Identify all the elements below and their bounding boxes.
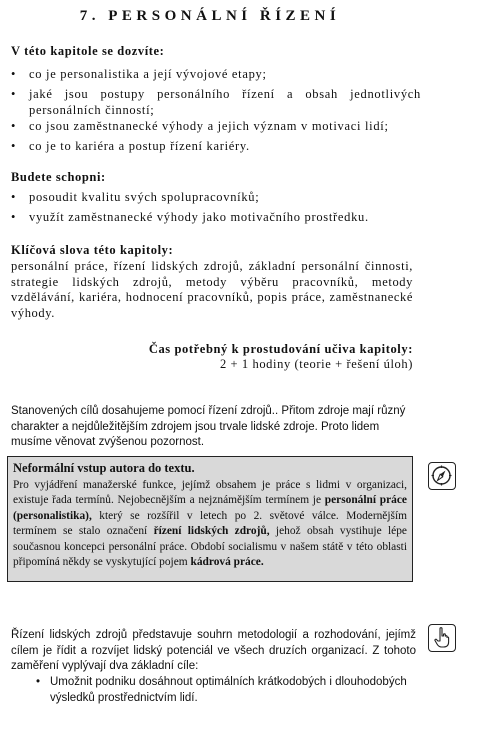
hrm-paragraph: Řízení lidských zdrojů představuje souhrn metodologií a rozhodování, jejímž cílem je řídit a rozvíjet lidský potenciál ve všech druzích organizací. Z tohoto zaměření vyplývají dva základní cíle: [11, 629, 416, 673]
author-note-box [7, 456, 413, 582]
learn-item: • co je to kariéra a postup řízení kariéry. [11, 139, 250, 153]
pointing-hand-icon [428, 624, 456, 652]
keywords-text: personální práce, řízení lidských zdrojů, základní personální činnosti, strategie lidských zdrojů, metody výběru pracovníků, metody vzdělávání, kariéra, hodnocení pracovníků, popis práce, zaměstnanecké výhody. [11, 259, 413, 320]
intro-paragraph: Stanovených cílů dosahujeme pomocí řízení zdrojů.. Přitom zdroje mají různý charakter a nejdůležitějším zdrojem jsou trvale lidské zdroje. Proto lidem musíme věnovat zvýšenou pozornost. [11, 405, 406, 449]
skills-item: • využít zaměstnanecké výhody jako motivačního prostředku. [11, 210, 369, 224]
keywords-heading: Klíčová slova této kapitoly: [11, 243, 174, 257]
note-text: Pro vyjádření manažerské funkce, jejímž obsahem je práce s lidmi v organizaci, existuje řada termínů. Nejobecnějším a nejznámějším termínem je personální práce (personalistika), který se rozšířil v letech po 2. světové válce. Modernějším termínem se stalo označení řízení lidských zdrojů, jehož obsah vystihuje lépe současnou koncepci personální práce. Období socialismu v našem státě v této oblasti připomíná někdy se vyskytující pojem kádrová práce. [13, 479, 407, 569]
study-time-heading: Čas potřebný k prostudování učiva kapitoly: [148, 342, 413, 356]
chapter-title: 7. PERSONÁLNÍ ŘÍZENÍ [79, 8, 341, 24]
learn-heading: V této kapitole se dozvíte: [11, 44, 165, 58]
learn-item: • co jsou zaměstnanecké výhody a jejich význam v motivaci lidí; [11, 119, 389, 133]
learn-item: • co je personalistika a její vývojové etapy; [11, 67, 267, 81]
goal-item: • Umožnit podniku dosáhnout optimálních krátkodobých i dlouhodobých výsledků prostřednictvím lidí. [36, 676, 407, 704]
skills-heading: Budete schopni: [11, 170, 106, 184]
study-time-value: 2 + 1 hodiny (teorie + řešení úloh) [219, 357, 413, 371]
skills-item: • posoudit kvalitu svých spolupracovníků; [11, 190, 260, 204]
learn-item: • jaké jsou postupy personálního řízení a obsah jednotlivých personálních činností; [11, 87, 421, 117]
compass-icon [428, 462, 456, 490]
note-heading: Neformální vstup autora do textu. [13, 461, 195, 475]
